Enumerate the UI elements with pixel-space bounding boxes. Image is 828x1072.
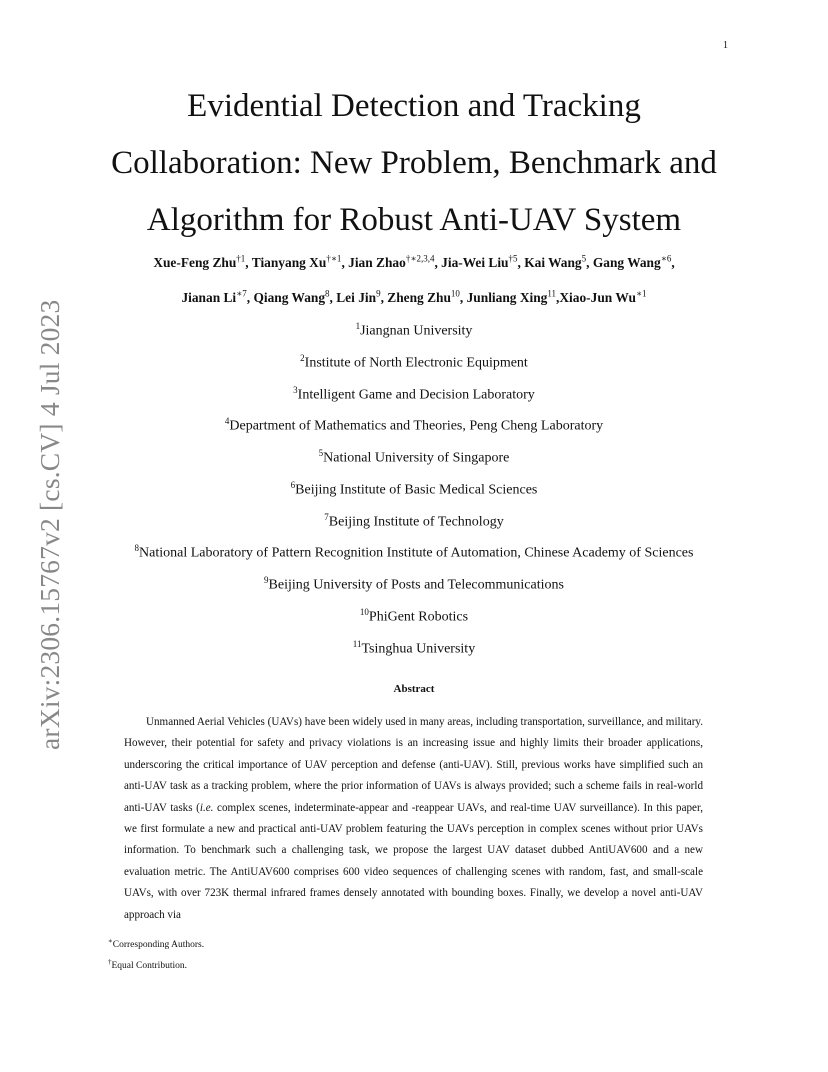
author: Xue-Feng Zhu$^{\dagger 1}$, <box>153 254 252 271</box>
author: Zheng Zhu$^{10}$, <box>387 288 467 305</box>
author: Jianan $Li^{∗7}$, <box>181 288 254 305</box>
affiliation: $^8$National Laboratory of Pattern Recognition Institute of Automation, Chinese Academy of Sciences <box>134 543 694 561</box>
affiliation: $^{10}$PhiGent Robotics <box>359 606 469 625</box>
paper-title <box>0 78 828 249</box>
title-line: Algorithm for Robust Anti-UAV System <box>146 202 682 238</box>
footnote-equal-contribution: †Equal Contribution. <box>108 958 187 972</box>
footnote-corresponding: ∗Corresponding Authors. <box>108 937 205 951</box>
affiliation-list <box>0 313 828 662</box>
page-number: 1 <box>723 40 728 51</box>
affiliation: $^6$Beijing Institute of Basic Medical Sciences <box>290 479 538 498</box>
affiliation: $^4$Department of Mathematics and Theories, Peng Cheng Laboratory <box>224 416 604 434</box>
author: Jian Zhao$^{\dagger∗2,3,4}$, <box>348 254 442 271</box>
arxiv-identifier: arXiv:2306.15767v2 [cs.CV] 4 Jul 2023 <box>34 299 65 750</box>
title-line: Collaboration: New Problem, Benchmark and <box>111 145 717 181</box>
affiliation: $^7$Beijing Institute of Technology <box>324 511 504 530</box>
author: Lei Jin$^9$, <box>336 288 388 305</box>
author-list <box>0 244 828 313</box>
affiliation: $^2$Institute of North Electronic Equipment <box>300 352 528 371</box>
author: Xiao-Jun $Wu^{∗1}$ <box>559 288 647 305</box>
affiliation: $^9$Beijing University of Posts and Telecommunications <box>264 575 564 593</box>
author: Jia-Wei Liu$^{\dagger 5}$, <box>441 254 525 271</box>
abstract-heading: Abstract <box>393 683 435 695</box>
title-line: Evidential Detection and Tracking <box>187 88 641 124</box>
affiliation: $^{11}$Tsinghua University <box>352 638 476 657</box>
affiliation: $^1$Jiangnan University <box>355 321 473 339</box>
author: Tianyang $Xu^{\dagger∗1}$, <box>251 254 349 271</box>
affiliation: $^5$National University of Singapore <box>318 448 510 466</box>
affiliation: $^3$Intelligent Game and Decision Laboratory <box>293 384 535 403</box>
author: Gang Wang$^{∗6}$, <box>592 254 675 271</box>
abstract-body: Unmanned Aerial Vehicles (UAVs) have been widely used in many areas, including transportation, surveillance, and military. However, their potential for safety and privacy violations is an increasing issue and highly limits their broader applications, underscoring the critical importance of UAV perception and defense (anti-UAV). Still, previous works have simplified such an anti-UAV task as a tracking problem, where the prior information of UAVs is always provided; such a scheme fails in real-world anti-UAV tasks (i.e. complex scenes, indeterminate-appear and -reappear UAVs, and real-time UAV surveillance). In this paper, we first formulate a new and practical anti-UAV problem featuring the UAVs perception in complex scenes without prior UAVs information. To benchmark such a challenging task, we propose the largest UAV dataset dubbed AntiUAV600 and a new evaluation metric. The AntiUAV600 comprises 600 video sequences of challenging scenes with random, fast, and small-scale UAVs, with over 723K thermal infrared frames densely annotated with bounding boxes. Finally, we develop a novel anti-UAV approach via <box>124 716 703 921</box>
author: Junliang Xing$^{11}$, <box>466 288 560 305</box>
author: Kai Wang$^5$, <box>524 254 593 271</box>
author: Qiang Wang$^8$, <box>253 288 337 305</box>
